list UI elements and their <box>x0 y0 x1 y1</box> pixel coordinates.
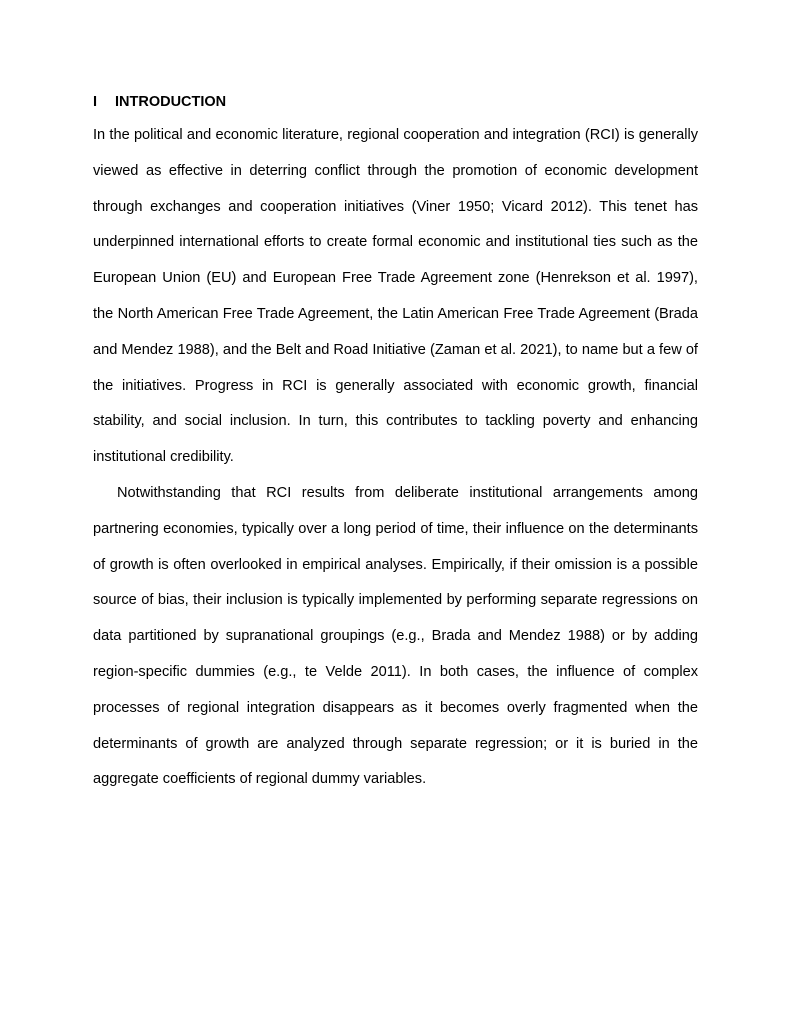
section-title: INTRODUCTION <box>115 94 227 110</box>
section-number: I <box>93 94 98 110</box>
page-content <box>93 92 698 798</box>
section-heading <box>93 92 698 112</box>
paragraph-1: In the political and economic literature, regional cooperation and integration (RCI) is generally viewed as effective in deterring conflict through the promotion of economic development through exchanges and cooperation initiatives (Viner 1950; Vicard 2012). This tenet has underpinned international efforts to create formal economic and institutional ties such as the European Union (EU) and European Free Trade Agreement zone (Henrekson et al. 1997), the North American Free Trade Agreement, the Latin American Free Trade Agreement (Brada and Mendez 1988), and the Belt and Road Initiative (Zaman et al. 2021), to name but a few of the initiatives. Progress in RCI is generally associated with economic growth, financial stability, and social inclusion. In turn, this contributes to tackling poverty and enhancing institutional credibility. <box>93 127 698 466</box>
paragraph-2: Notwithstanding that RCI results from deliberate institutional arrangements among partnering economies, typically over a long period of time, their influence on the determinants of growth is often overlooked in empirical analyses. Empirically, if their omission is a possible source of bias, their inclusion is typically implemented by performing separate regressions on data partitioned by supranational groupings (e.g., Brada and Mendez 1988) or by adding region-specific dummies (e.g., te Velde 2011). In both cases, the influence of complex processes of regional integration disappears as it becomes overly fragmented when the determinants of growth are analyzed through separate regression; or it is buried in the aggregate coefficients of regional dummy variables. <box>93 484 698 788</box>
